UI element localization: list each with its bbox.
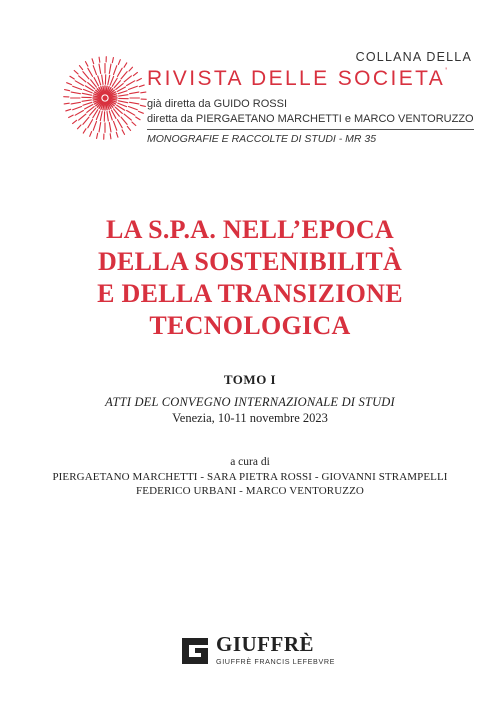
sunburst-ray — [130, 92, 139, 94]
sunburst-logo-icon — [62, 55, 148, 141]
sunburst-ray — [109, 64, 111, 73]
title-line: E DELLA TRANSIZIONE — [97, 279, 403, 308]
series-divider — [147, 129, 474, 130]
sunburst-ray — [124, 114, 131, 120]
editors-line: PIERGAETANO MARCHETTI - SARA PIETRA ROSSI - GIOVANNI STRAMPELLI — [52, 471, 448, 483]
volume-label: TOMO I — [223, 372, 277, 387]
sunburst-ray — [83, 117, 89, 124]
title-line: TECNOLOGICA — [149, 311, 351, 340]
publisher-name: GIUFFRÈ — [216, 632, 314, 656]
book-subtitle: ATTI DEL CONVEGNO INTERNAZIONALE DI STUDI — [105, 395, 395, 409]
sunburst-ray — [141, 92, 146, 93]
sunburst-ray — [83, 72, 89, 79]
sunburst-ray — [127, 81, 135, 86]
sunburst-ray — [75, 81, 83, 86]
title-line: DELLA SOSTENIBILITÀ — [97, 247, 403, 276]
sunburst-ray — [88, 120, 93, 128]
series-directors: diretta da PIERGAETANO MARCHETTI e MARCO VENTORUZZO — [147, 113, 474, 125]
sunburst-ray — [71, 92, 80, 94]
sunburst-ray — [140, 105, 145, 106]
sunburst-ray — [73, 107, 82, 110]
sunburst-ray — [121, 117, 127, 124]
sunburst-ray — [90, 132, 92, 137]
sunburst-ray — [65, 90, 70, 91]
sunburst-ray — [139, 111, 144, 113]
sunburst-ray — [64, 103, 69, 104]
sunburst-ray — [117, 68, 122, 76]
g-bracket-logo-icon — [180, 636, 210, 666]
sunburst-ray — [73, 120, 77, 123]
sunburst-ray — [82, 100, 91, 101]
sunburst-ray — [97, 133, 98, 138]
sunburst-ray — [119, 95, 128, 96]
series-founder: già diretta da GUIDO ROSSI — [147, 98, 287, 110]
sunburst-ray — [82, 93, 91, 95]
sunburst-ray — [79, 76, 86, 82]
sunburst-ray — [79, 114, 86, 120]
sunburst-ray — [118, 101, 127, 103]
sunburst-center — [102, 95, 107, 100]
sunburst-ray — [139, 85, 144, 87]
sunburst-ray — [73, 86, 82, 89]
sunburst-ray — [93, 121, 96, 130]
sunburst-ray — [70, 76, 74, 79]
sunburst-ray — [83, 102, 92, 105]
book-title — [0, 214, 500, 342]
sunburst-ray — [129, 67, 132, 71]
sunburst-ray — [114, 121, 117, 130]
sunburst-ray — [117, 120, 122, 128]
sunburst-ray — [66, 109, 71, 111]
series-name-text: RIVISTA DELLE SOCIETA — [147, 67, 446, 90]
sunburst-ray — [107, 112, 108, 121]
sunburst-ray — [99, 123, 101, 132]
editors-line: FEDERICO URBANI - MARCO VENTORUZZO — [136, 485, 364, 497]
sunburst-ray — [122, 130, 124, 135]
sunburst-ray — [124, 76, 131, 82]
sunburst-ray — [93, 66, 96, 75]
sunburst-ray — [128, 86, 137, 89]
sunburst-ray — [98, 76, 101, 85]
series-collana-label: COLLANA DELLA — [355, 50, 472, 64]
sunburst-ray — [114, 66, 117, 75]
title-line: LA S.P.A. NELL’EPOCA — [106, 215, 394, 244]
sunburst-ray — [137, 78, 142, 80]
sunburst-ray — [109, 111, 112, 120]
sunburst-ray — [67, 83, 72, 85]
sunburst-ray — [79, 66, 82, 70]
sunburst-ray — [75, 110, 83, 115]
sunburst-ray — [121, 72, 127, 79]
sunburst-ray — [83, 129, 86, 133]
sunburst-ray — [127, 126, 130, 130]
series-name-mark: ' — [445, 66, 447, 76]
sunburst-ray — [88, 68, 93, 76]
sunburst-ray — [130, 102, 139, 104]
sunburst-ray — [69, 115, 74, 117]
sunburst-ray — [132, 122, 136, 125]
sunburst-ray — [118, 91, 127, 94]
publisher-tagline: GIUFFRÈ FRANCIS LEFEBVRE — [216, 657, 336, 666]
sunburst-ray — [110, 134, 111, 139]
sunburst-ray — [128, 107, 137, 110]
sunburst-ray — [71, 102, 80, 104]
sunburst-ray — [74, 71, 78, 74]
sunburst-ray — [116, 132, 118, 137]
sunburst-ray — [136, 117, 140, 120]
series-name — [147, 67, 477, 91]
sunburst-ray — [102, 75, 103, 84]
sunburst-ray — [99, 64, 101, 73]
sunburst-ray — [108, 75, 110, 84]
sunburst-ray — [78, 125, 81, 129]
sunburst-ray — [133, 72, 137, 75]
place-date: Venezia, 10-11 novembre 2023 — [172, 411, 328, 425]
sunburst-ray — [109, 123, 111, 132]
sunburst-ray — [100, 111, 102, 120]
sunburst-ray — [127, 110, 135, 115]
series-subseries: MONOGRAFIE E RACCOLTE DI STUDI - MR 35 — [147, 133, 377, 145]
editors-intro: a cura di — [230, 456, 270, 468]
